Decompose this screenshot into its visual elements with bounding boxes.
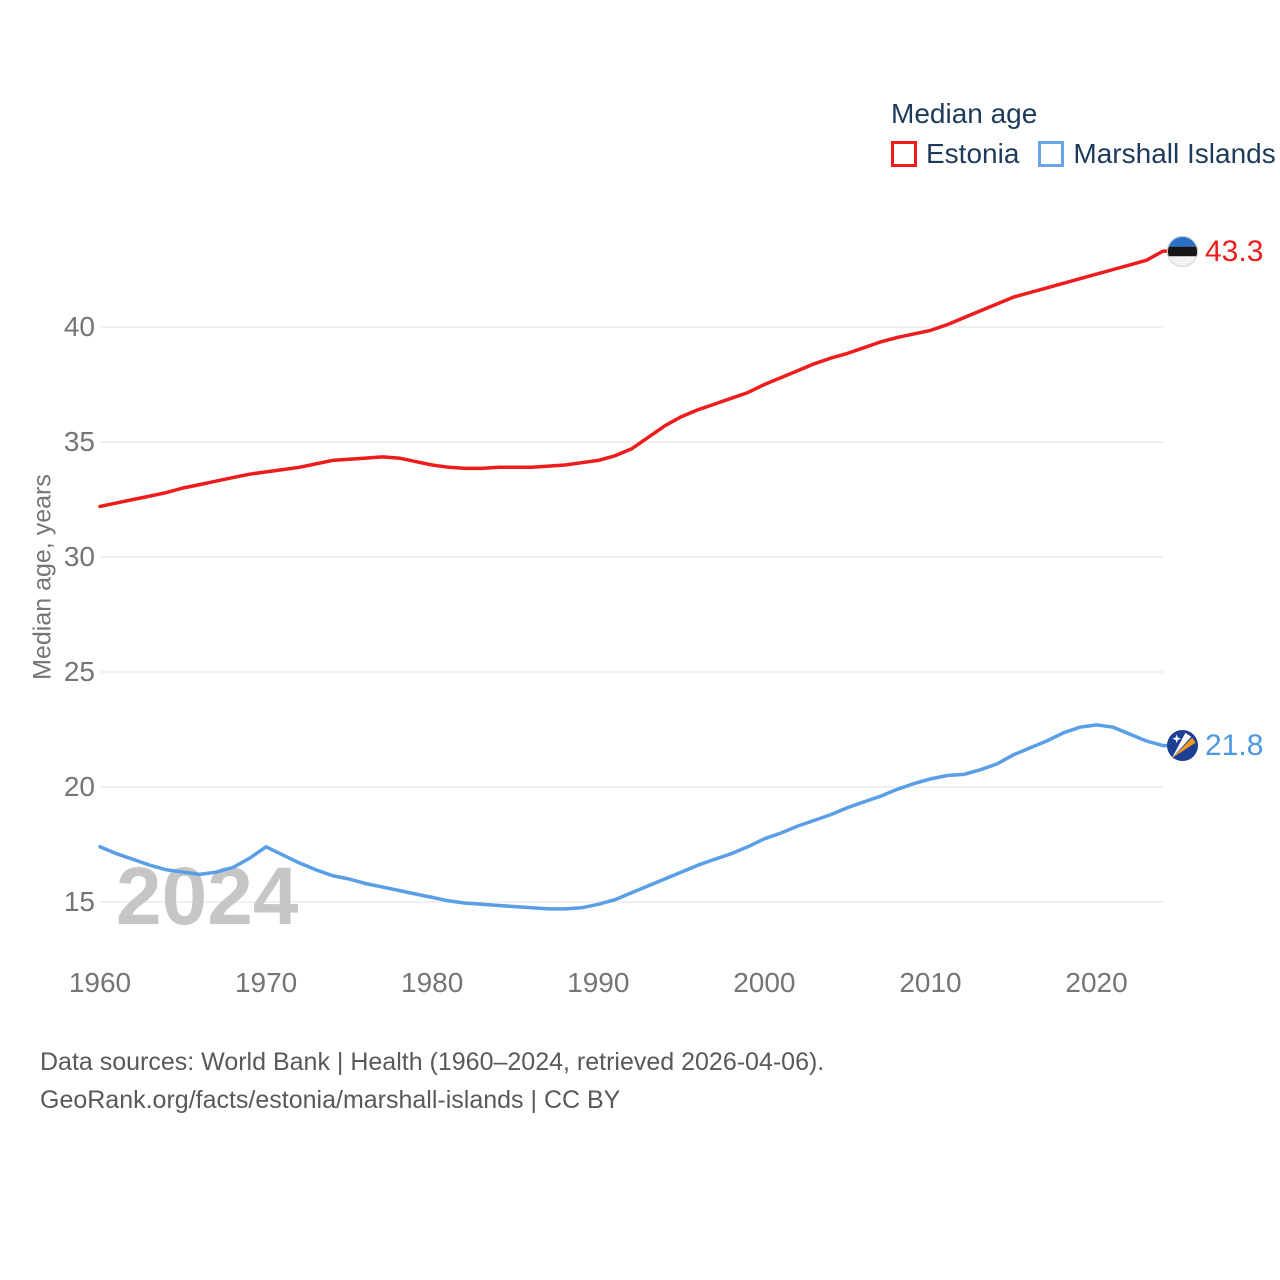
- x-tick-label: 1960: [68, 967, 132, 998]
- y-tick-label: 40: [63, 311, 95, 342]
- x-tick-label: 2020: [1065, 967, 1128, 998]
- legend: [891, 97, 1276, 169]
- series-lines: [100, 251, 1170, 909]
- estonia-flag-icon: [1167, 236, 1198, 267]
- watermark-year: 2024: [116, 851, 299, 942]
- legend-item-marshall-islands: [1038, 139, 1275, 169]
- gridlines: [100, 327, 1163, 902]
- marshall-islands-end-value: 21.8: [1205, 729, 1264, 763]
- estonia-swatch: [891, 141, 917, 167]
- estonia-end-value: 43.3: [1205, 234, 1264, 268]
- marshall-islands-flag-icon: [1167, 730, 1198, 761]
- y-tick-label: 20: [63, 771, 95, 802]
- marshall-islands-end-label: [1167, 730, 1263, 761]
- legend-label-estonia: Estonia: [926, 138, 1020, 169]
- x-tick-label: 1980: [401, 967, 464, 998]
- y-tick-label: 15: [63, 886, 95, 917]
- y-tick-label: 30: [63, 541, 95, 572]
- x-tick-label: 1990: [567, 967, 630, 998]
- x-tick-label: 1970: [234, 967, 298, 998]
- estonia-line: [100, 251, 1170, 506]
- footer-sources-line: Data sources: World Bank | Health (1960–2024, retrieved 2026-04-06).: [40, 1048, 825, 1076]
- y-tick-label: 25: [63, 656, 95, 687]
- estonia-end-label: [1167, 236, 1263, 267]
- legend-title: Median age: [891, 98, 1038, 129]
- footer: [40, 1043, 824, 1119]
- y-tick-label: 35: [63, 426, 95, 457]
- marshall-islands-swatch: [1038, 141, 1064, 167]
- x-tick-label: 2010: [899, 967, 962, 998]
- y-axis-title: Median age, years: [28, 474, 57, 680]
- legend-item-estonia: [891, 139, 1019, 169]
- x-tick-label: 2000: [733, 967, 796, 998]
- footer-attribution-line: GeoRank.org/facts/estonia/marshall-islands | CC BY: [40, 1086, 621, 1114]
- legend-label-marshall-islands: Marshall Islands: [1073, 138, 1276, 169]
